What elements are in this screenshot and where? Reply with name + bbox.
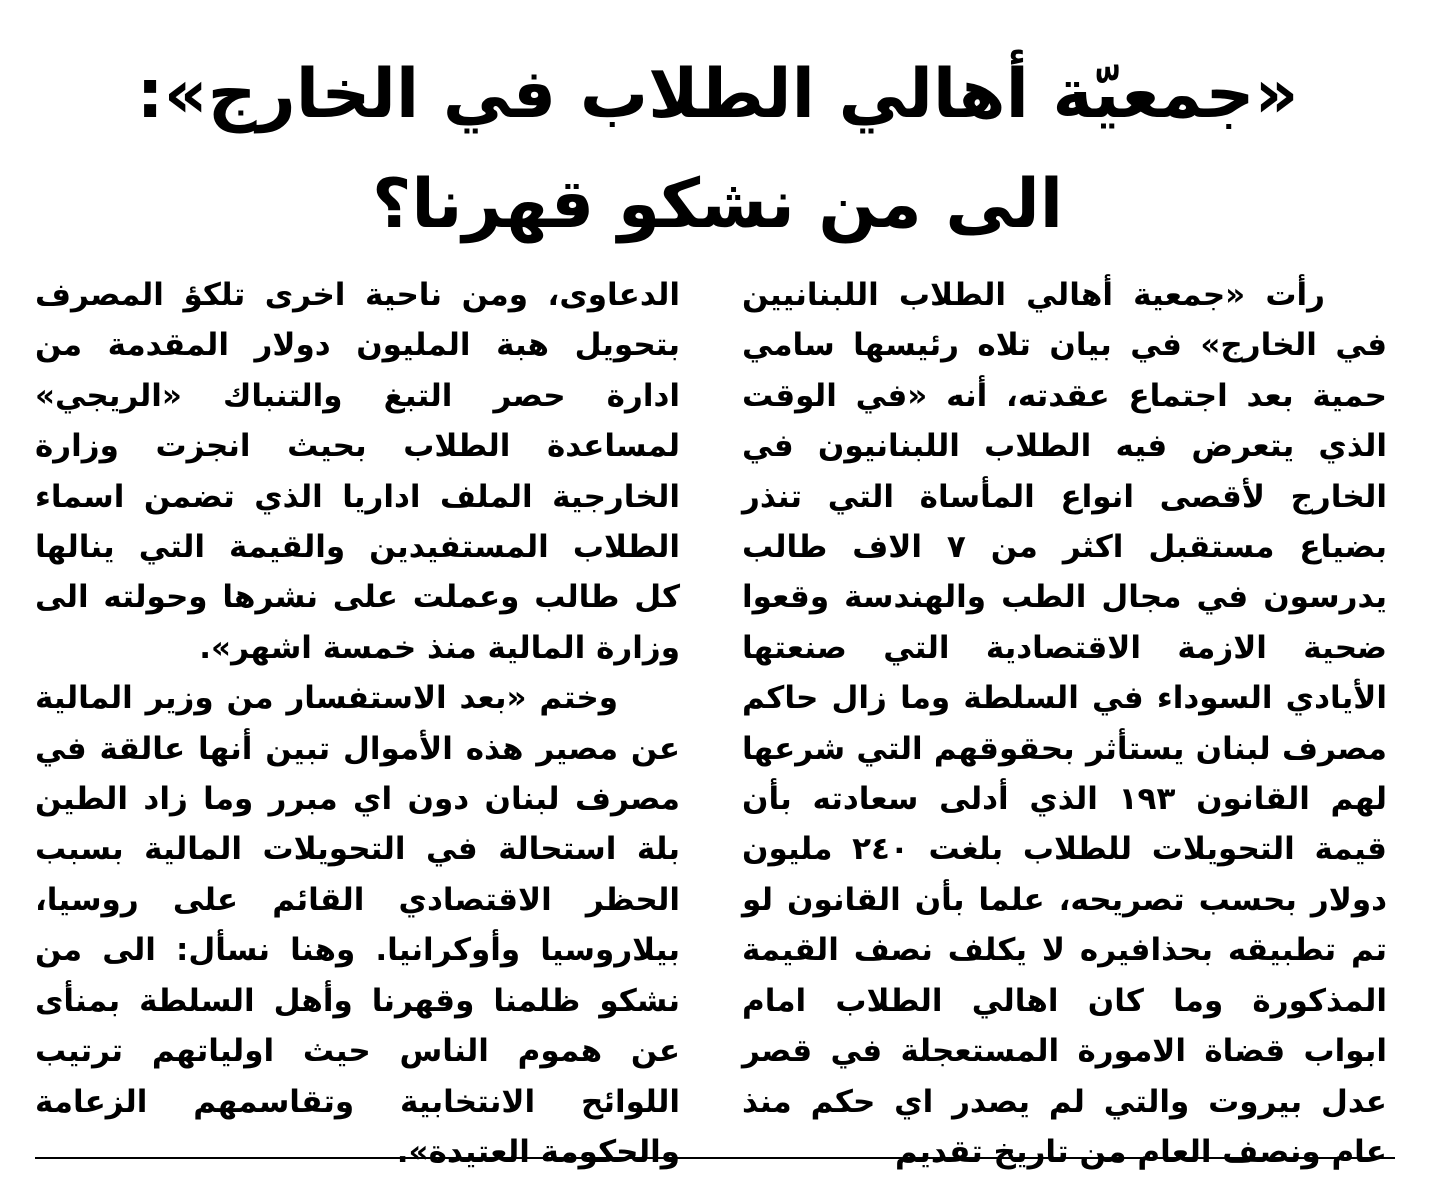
headline-line-2: الى من نشكو قهرنا؟ xyxy=(371,165,1064,244)
article-paragraph: رأت «جمعية أهالي الطلاب اللبنانيين في الخارج» في بيان تلاه رئيسها سامي حمية بعد اجتماع عقدته، أنه «في الوقت الذي يتعرض فيه الطلاب اللبنانيون في الخارج لأقصى انواع المأساة التي تنذر بضياع مستقبل اكثر من ٧ الاف طالب يدرسون في مجال الطب والهندسة وقعوا ضحية الازمة الاقتصادية التي صنعتها الأيادي السوداء في السلطة وما زال حاكم مصرف لبنان يستأثر بحقوقهم التي شرعها لهم القانون ١٩٣ الذي أدلى سعادته بأن قيمة التحويلات للطلاب بلغت ٢٤٠ مليون دولار بحسب تصريحه، علما بأن القانون لو تم تطبيقه بحذافيره لا يكلف نصف القيمة المذكورة وما كان اهالي الطلاب امام ابواب قضاة الامورة المستعجلة في قصر عدل بيروت والتي لم يصدر اي حكم منذ عام ونصف العام من تاريخ تقديم xyxy=(742,277,1387,1170)
bottom-divider xyxy=(35,1157,1395,1159)
article-headline xyxy=(30,40,1405,260)
article-column-right xyxy=(742,270,1387,1177)
headline-line-1: «جمعيّة أهالي الطلاب في الخارج»: xyxy=(136,55,1299,134)
article-column-left xyxy=(35,270,680,1177)
article-paragraph: الدعاوى، ومن ناحية اخرى تلكؤ المصرف بتحويل هبة المليون دولار المقدمة من ادارة حصر التبغ والتنباك «الريجي» لمساعدة الطلاب بحيث انجزت وزارة الخارجية الملف اداريا الذي تضمن اسماء الطلاب المستفيدين والقيمة التي ينالها كل طالب وعملت على نشرها وحولته الى وزارة المالية منذ خمسة اشهر». xyxy=(35,277,680,666)
article-paragraph: وختم «بعد الاستفسار من وزير المالية عن مصير هذه الأموال تبين أنها عالقة في مصرف لبنان دون اي مبرر وما زاد الطين بلة استحالة في التحويلات المالية بسبب الحظر الاقتصادي القائم على روسيا، بيلاروسيا وأوكرانيا. وهنا نسأل: الى من نشكو ظلمنا وقهرنا وأهل السلطة بمنأى عن هموم الناس حيث اولياتهم ترتيب اللوائح الانتخابية وتقاسمهم الزعامة والحكومة العتيدة». xyxy=(35,680,680,1170)
